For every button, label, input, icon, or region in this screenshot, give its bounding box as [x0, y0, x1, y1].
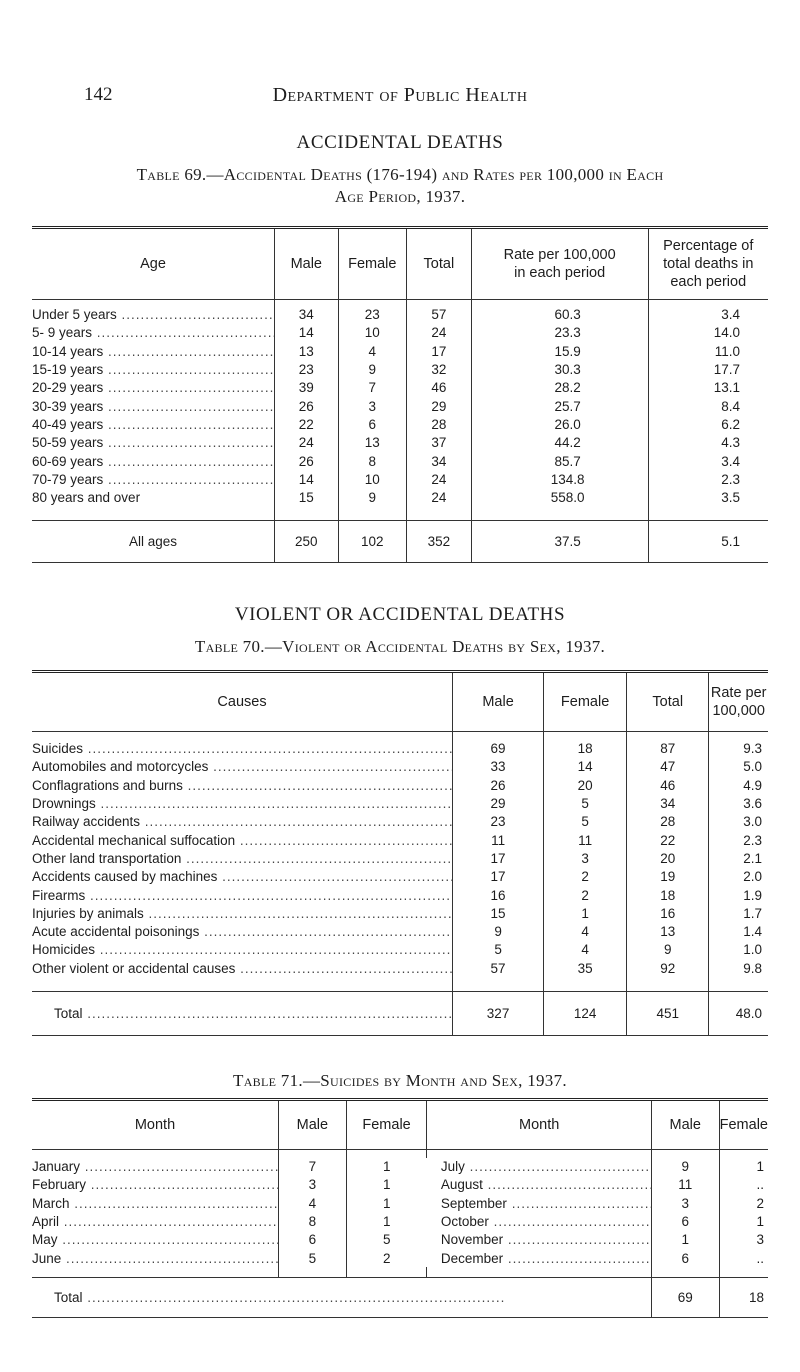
- total-total: 352: [406, 521, 471, 563]
- total-value: 92: [627, 959, 709, 977]
- male-value: 6: [279, 1231, 347, 1249]
- pct-value: 8.4: [648, 397, 768, 415]
- pct-value: 13.1: [648, 379, 768, 397]
- age-label: 80 years and over: [32, 490, 141, 506]
- rate-value: 1.7: [709, 904, 768, 922]
- total-value: 34: [627, 794, 709, 812]
- month-label-cell: [427, 1212, 652, 1230]
- header-female: Female: [544, 672, 627, 732]
- cause-label: Homicides .....: [32, 942, 453, 957]
- male-value: 29: [453, 794, 544, 812]
- female-value: 1: [544, 904, 627, 922]
- rate-value: 1.9: [709, 886, 768, 904]
- total-rate: 48.0: [709, 991, 768, 1035]
- male-value: 6: [651, 1212, 719, 1230]
- male-value: 14: [275, 324, 339, 342]
- cause-label-cell: [32, 959, 453, 977]
- total-value: 20: [627, 849, 709, 867]
- cause-label-cell: [32, 758, 453, 776]
- pct-value: 11.0: [648, 342, 768, 360]
- total-male: 250: [275, 521, 339, 563]
- female-value: 14: [544, 758, 627, 776]
- total-male: 327: [453, 991, 544, 1035]
- female-value: 9: [338, 360, 406, 378]
- month-label-cell: [32, 1249, 279, 1267]
- total-value: 34: [406, 452, 471, 470]
- female-value: 1: [719, 1212, 768, 1230]
- table-row: [32, 415, 768, 433]
- total-value: 17: [406, 342, 471, 360]
- header-age: Age: [32, 228, 275, 300]
- month-label: February .....: [32, 1177, 279, 1192]
- pct-value: 2.3: [648, 470, 768, 488]
- female-value: 5: [544, 794, 627, 812]
- table-row: [32, 397, 768, 415]
- female-value: 2: [719, 1194, 768, 1212]
- age-label: 50-59 years .....: [32, 435, 275, 450]
- cause-label-cell: [32, 813, 453, 831]
- table-row: [32, 434, 768, 452]
- header-causes: Causes: [32, 672, 453, 732]
- month-label: July .....: [441, 1159, 652, 1174]
- table-row: [32, 886, 768, 904]
- header-female-2: Female: [719, 1100, 768, 1150]
- male-value: 34: [275, 306, 339, 324]
- female-value: 10: [338, 470, 406, 488]
- table-row: [32, 324, 768, 342]
- female-value: 3: [719, 1231, 768, 1249]
- header-total: Total: [406, 228, 471, 300]
- female-value: 3: [544, 849, 627, 867]
- total-row: [32, 521, 768, 563]
- rate-value: 60.3: [471, 306, 648, 324]
- table-70: [32, 670, 768, 1036]
- month-label: June .....: [32, 1251, 279, 1266]
- female-value: 2: [346, 1249, 427, 1267]
- cause-label: Accidental mechanical suffocation .....: [32, 833, 453, 848]
- total-value: 57: [406, 306, 471, 324]
- total-label-cell: [32, 1277, 651, 1317]
- rate-value: 23.3: [471, 324, 648, 342]
- total-female: 124: [544, 991, 627, 1035]
- age-label-cell: [32, 452, 275, 470]
- table-row: [32, 470, 768, 488]
- total-row: [32, 991, 768, 1035]
- pct-value: 4.3: [648, 434, 768, 452]
- age-label: 5- 9 years .....: [32, 325, 275, 340]
- month-label: November .....: [441, 1232, 652, 1247]
- table-row: [32, 794, 768, 812]
- female-value: 4: [338, 342, 406, 360]
- female-value: 3: [338, 397, 406, 415]
- cause-label: Injuries by animals .....: [32, 906, 453, 921]
- cause-label: Accidents caused by machines .....: [32, 869, 453, 884]
- rate-value: 3.6: [709, 794, 768, 812]
- table69-caption-line1: Table 69.—Accidental Deaths (176-194) and Rates per 100,000 in Each: [136, 165, 664, 184]
- total-female: 102: [338, 521, 406, 563]
- month-label: September .....: [441, 1196, 652, 1211]
- table-row: [32, 813, 768, 831]
- cause-label: Other land transportation .....: [32, 851, 453, 866]
- male-value: 16: [453, 886, 544, 904]
- male-value: 13: [275, 342, 339, 360]
- total-value: 47: [627, 758, 709, 776]
- month-label: October .....: [441, 1214, 652, 1229]
- male-value: 69: [453, 740, 544, 758]
- table-row: [32, 342, 768, 360]
- table-row: [32, 831, 768, 849]
- female-value: 9: [338, 488, 406, 506]
- male-value: 14: [275, 470, 339, 488]
- table-row: [32, 1176, 768, 1194]
- cause-label: Railway accidents .....: [32, 814, 453, 829]
- male-value: 23: [275, 360, 339, 378]
- rate-value: 1.0: [709, 941, 768, 959]
- age-label-cell: [32, 306, 275, 324]
- total-rate: 37.5: [471, 521, 648, 563]
- male-value: 26: [453, 776, 544, 794]
- rate-value: 558.0: [471, 488, 648, 506]
- cause-label-cell: [32, 886, 453, 904]
- male-value: 39: [275, 379, 339, 397]
- month-label-cell: [32, 1176, 279, 1194]
- header-female: Female: [338, 228, 406, 300]
- female-value: 35: [544, 959, 627, 977]
- male-value: 57: [453, 959, 544, 977]
- rate-value: 3.0: [709, 813, 768, 831]
- month-label-cell: [427, 1249, 652, 1267]
- total-value: 22: [627, 831, 709, 849]
- cause-label-cell: [32, 794, 453, 812]
- male-value: 17: [453, 849, 544, 867]
- header-female-1: Female: [346, 1100, 427, 1150]
- pct-value: 3.5: [648, 488, 768, 506]
- male-value: 8: [279, 1212, 347, 1230]
- female-value: ..: [719, 1249, 768, 1267]
- female-value: 5: [544, 813, 627, 831]
- cause-label-cell: [32, 831, 453, 849]
- female-value: 1: [346, 1176, 427, 1194]
- cause-label-cell: [32, 849, 453, 867]
- table-row: [32, 959, 768, 977]
- rate-value: 44.2: [471, 434, 648, 452]
- age-label: 20-29 years .....: [32, 380, 275, 395]
- age-label: 70-79 years .....: [32, 472, 275, 487]
- total-value: 32: [406, 360, 471, 378]
- month-label-cell: [427, 1231, 652, 1249]
- female-value: 4: [544, 922, 627, 940]
- month-label: March .....: [32, 1196, 279, 1211]
- table-71: [32, 1098, 768, 1318]
- age-label: 40-49 years .....: [32, 417, 275, 432]
- rate-value: 85.7: [471, 452, 648, 470]
- total-value: 24: [406, 324, 471, 342]
- male-value: 23: [453, 813, 544, 831]
- header-month-1: Month: [32, 1100, 279, 1150]
- cause-label: Firearms .....: [32, 888, 453, 903]
- pct-value: 14.0: [648, 324, 768, 342]
- age-label-cell: [32, 342, 275, 360]
- pct-value: 3.4: [648, 452, 768, 470]
- total-label-cell: [32, 991, 453, 1035]
- total-value: 29: [406, 397, 471, 415]
- rate-value: 9.8: [709, 959, 768, 977]
- pct-value: 3.4: [648, 306, 768, 324]
- table-row: [32, 1212, 768, 1230]
- header-male-1: Male: [279, 1100, 347, 1150]
- female-value: 10: [338, 324, 406, 342]
- month-label: December .....: [441, 1251, 652, 1266]
- header-male: Male: [453, 672, 544, 732]
- female-value: 20: [544, 776, 627, 794]
- rate-value: 4.9: [709, 776, 768, 794]
- table-row: [32, 941, 768, 959]
- male-value: 3: [651, 1194, 719, 1212]
- total-value: 28: [627, 813, 709, 831]
- month-label: May .....: [32, 1232, 279, 1247]
- month-label: January .....: [32, 1159, 279, 1174]
- male-value: 1: [651, 1231, 719, 1249]
- male-value: 4: [279, 1194, 347, 1212]
- total-total: 451: [627, 991, 709, 1035]
- rate-value: 1.4: [709, 922, 768, 940]
- header-male-2: Male: [651, 1100, 719, 1150]
- rate-value: 2.1: [709, 849, 768, 867]
- total-value: 37: [406, 434, 471, 452]
- month-label-cell: [32, 1231, 279, 1249]
- section-title-accidental-deaths: ACCIDENTAL DEATHS: [296, 132, 504, 153]
- table-row: [32, 740, 768, 758]
- cause-label-cell: [32, 740, 453, 758]
- table-row: [32, 1194, 768, 1212]
- month-label: April .....: [32, 1214, 279, 1229]
- cause-label-cell: [32, 941, 453, 959]
- table-row: [32, 488, 768, 506]
- male-value: 6: [651, 1249, 719, 1267]
- female-value: 1: [346, 1212, 427, 1230]
- table69-caption-line2: Age Period, 1937.: [334, 187, 466, 206]
- month-label-cell: [32, 1158, 279, 1176]
- rate-value: 2.0: [709, 868, 768, 886]
- male-value: 33: [453, 758, 544, 776]
- total-value: 18: [627, 886, 709, 904]
- cause-label: Acute accidental poisonings .....: [32, 924, 453, 939]
- male-value: 9: [651, 1158, 719, 1176]
- male-value: 24: [275, 434, 339, 452]
- table-row: [32, 306, 768, 324]
- month-label-cell: [427, 1194, 652, 1212]
- page-header: [0, 84, 800, 114]
- age-label-cell: [32, 415, 275, 433]
- age-label: 30-39 years .....: [32, 399, 275, 414]
- table-row: [32, 868, 768, 886]
- rate-value: 15.9: [471, 342, 648, 360]
- pct-value: 17.7: [648, 360, 768, 378]
- male-value: 5: [279, 1249, 347, 1267]
- rate-value: 5.0: [709, 758, 768, 776]
- table-row: [32, 758, 768, 776]
- month-label-cell: [427, 1158, 652, 1176]
- male-value: 5: [453, 941, 544, 959]
- table71-caption: Table 71.—Suicides by Month and Sex, 1937.: [233, 1071, 567, 1090]
- rate-value: 26.0: [471, 415, 648, 433]
- table-row: [32, 452, 768, 470]
- table-row: [32, 1231, 768, 1249]
- cause-label-cell: [32, 776, 453, 794]
- total-female: 18: [719, 1277, 768, 1317]
- female-value: 5: [346, 1231, 427, 1249]
- female-value: 4: [544, 941, 627, 959]
- female-value: 1: [346, 1194, 427, 1212]
- male-value: 9: [453, 922, 544, 940]
- month-label-cell: [32, 1212, 279, 1230]
- table-row: [32, 776, 768, 794]
- rate-value: 2.3: [709, 831, 768, 849]
- total-value: 13: [627, 922, 709, 940]
- cause-label: Other violent or accidental causes .....: [32, 961, 453, 976]
- female-value: 1: [346, 1158, 427, 1176]
- total-pct: 5.1: [648, 521, 768, 563]
- rate-value: 9.3: [709, 740, 768, 758]
- female-value: 11: [544, 831, 627, 849]
- table-row: [32, 1158, 768, 1176]
- month-label: August .....: [441, 1177, 652, 1192]
- rate-value: 25.7: [471, 397, 648, 415]
- table-69: [32, 226, 768, 563]
- age-label-cell: [32, 470, 275, 488]
- total-value: 19: [627, 868, 709, 886]
- total-value: 16: [627, 904, 709, 922]
- male-value: 15: [275, 488, 339, 506]
- female-value: 2: [544, 886, 627, 904]
- male-value: 11: [651, 1176, 719, 1194]
- rate-value: 28.2: [471, 379, 648, 397]
- total-value: 87: [627, 740, 709, 758]
- cause-label-cell: [32, 922, 453, 940]
- age-label-cell: [32, 397, 275, 415]
- male-value: 26: [275, 397, 339, 415]
- header-rate: Rate per 100,000 in each period: [471, 228, 648, 300]
- male-value: 3: [279, 1176, 347, 1194]
- total-value: 28: [406, 415, 471, 433]
- age-label: Under 5 years .....: [32, 307, 275, 322]
- page-number: 142: [84, 84, 113, 105]
- total-value: 9: [627, 941, 709, 959]
- header-rate: Rate per 100,000: [709, 672, 768, 732]
- male-value: 26: [275, 452, 339, 470]
- total-value: 24: [406, 470, 471, 488]
- total-male: 69: [651, 1277, 719, 1317]
- rate-value: 30.3: [471, 360, 648, 378]
- total-label: Total .....: [54, 1290, 505, 1305]
- male-value: 15: [453, 904, 544, 922]
- female-value: 8: [338, 452, 406, 470]
- page-title: Department of Public Health: [272, 84, 528, 106]
- header-male: Male: [275, 228, 339, 300]
- cause-label: Suicides .....: [32, 741, 453, 756]
- section-title-violent-deaths: VIOLENT OR ACCIDENTAL DEATHS: [234, 604, 566, 625]
- female-value: 1: [719, 1158, 768, 1176]
- male-value: 7: [279, 1158, 347, 1176]
- cause-label: Automobiles and motorcycles .....: [32, 759, 453, 774]
- female-value: 2: [544, 868, 627, 886]
- cause-label: Drownings .....: [32, 796, 453, 811]
- age-label-cell: [32, 434, 275, 452]
- table-row: [32, 922, 768, 940]
- male-value: 11: [453, 831, 544, 849]
- pct-value: 6.2: [648, 415, 768, 433]
- header-percentage: Percentage of total deaths in each period: [648, 228, 768, 300]
- table70-caption: Table 70.—Violent or Accidental Deaths by Sex, 1937.: [194, 637, 606, 656]
- total-value: 46: [406, 379, 471, 397]
- female-value: 18: [544, 740, 627, 758]
- age-label-cell: [32, 360, 275, 378]
- cause-label: Conflagrations and burns .....: [32, 778, 453, 793]
- total-value: 46: [627, 776, 709, 794]
- table-row: [32, 379, 768, 397]
- age-label: 15-19 years .....: [32, 362, 275, 377]
- table-row: [32, 1249, 768, 1267]
- table-row: [32, 360, 768, 378]
- female-value: 6: [338, 415, 406, 433]
- total-row: [32, 1277, 768, 1317]
- cause-label-cell: [32, 904, 453, 922]
- header-total: Total: [627, 672, 709, 732]
- age-label-cell: [32, 379, 275, 397]
- month-label-cell: [32, 1194, 279, 1212]
- month-label-cell: [427, 1176, 652, 1194]
- age-label-cell: [32, 324, 275, 342]
- male-value: 17: [453, 868, 544, 886]
- total-value: 24: [406, 488, 471, 506]
- total-label: Total .....: [54, 1006, 453, 1021]
- age-label: 10-14 years .....: [32, 344, 275, 359]
- female-value: 13: [338, 434, 406, 452]
- female-value: 23: [338, 306, 406, 324]
- cause-label-cell: [32, 868, 453, 886]
- header-month-2: Month: [427, 1100, 652, 1150]
- age-label: 60-69 years .....: [32, 454, 275, 469]
- total-label: All ages: [32, 521, 275, 563]
- table-row: [32, 904, 768, 922]
- female-value: 7: [338, 379, 406, 397]
- male-value: 22: [275, 415, 339, 433]
- female-value: ..: [719, 1176, 768, 1194]
- rate-value: 134.8: [471, 470, 648, 488]
- age-label-cell: [32, 488, 275, 506]
- table-row: [32, 849, 768, 867]
